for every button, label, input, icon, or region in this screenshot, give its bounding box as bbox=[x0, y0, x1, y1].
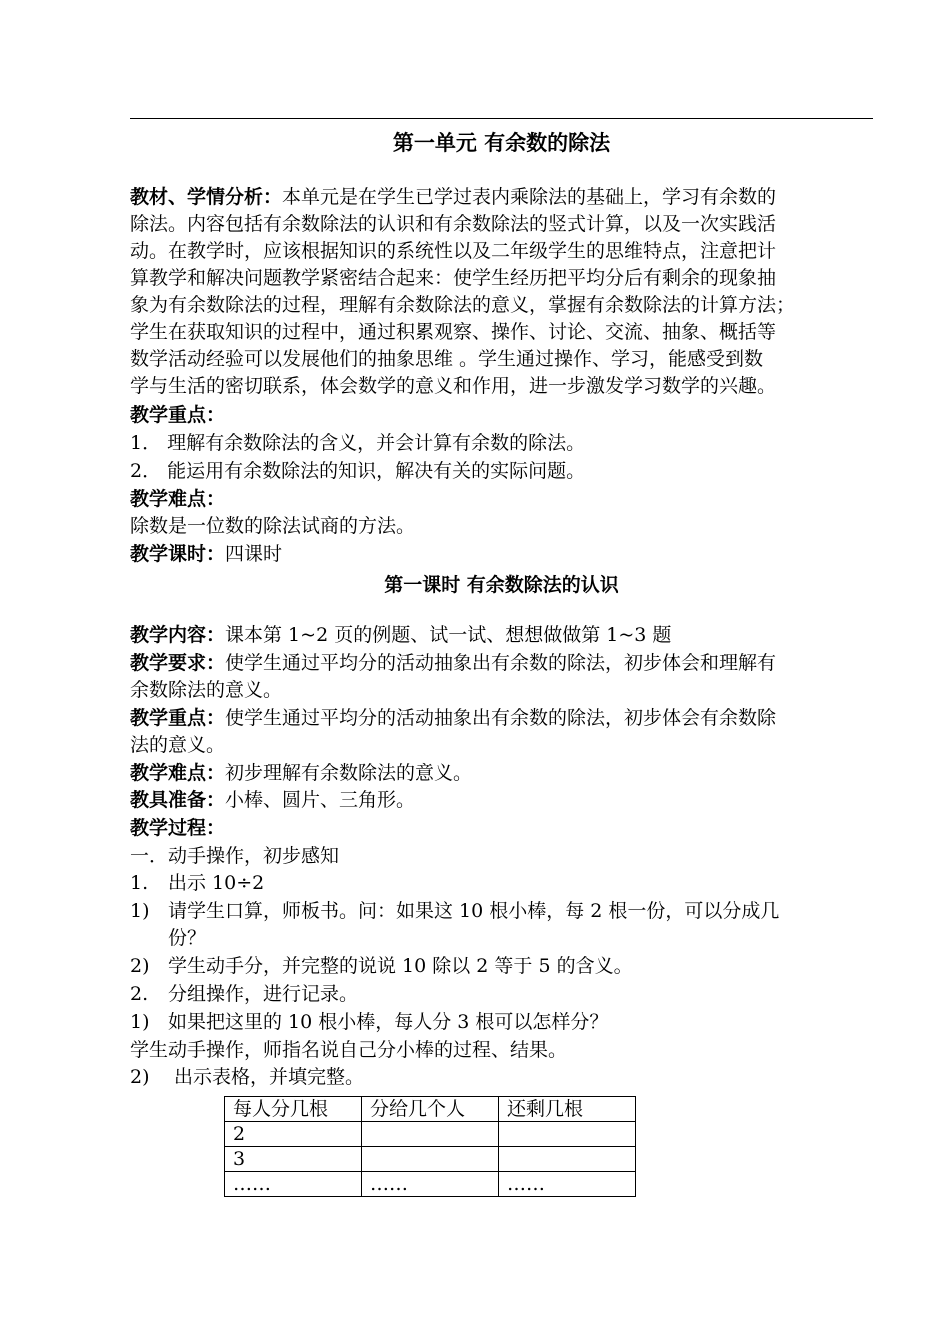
step-number: 1. bbox=[130, 872, 149, 894]
analysis-line-3: 动。在教学时，应该根据知识的系统性以及二年级学生的思维特点，注意把计 bbox=[130, 240, 777, 262]
record-table bbox=[224, 1096, 636, 1197]
lesson-focus-line-2: 法的意义。 bbox=[130, 734, 226, 756]
substep-number: 1) bbox=[130, 900, 150, 922]
table-header-row bbox=[225, 1097, 636, 1122]
lesson-difficulty-text: 初步理解有余数除法的意义。 bbox=[225, 762, 473, 784]
lesson-content-label: 教学内容： bbox=[130, 624, 226, 646]
substep-text: 如果把这里的 10 根小棒，每人分 3 根可以怎样分？ bbox=[168, 1011, 609, 1033]
key-point-item: 2． 能运用有余数除法的知识，解决有关的实际问题。 bbox=[130, 460, 586, 482]
lesson-difficulty-label: 教学难点： bbox=[130, 762, 226, 784]
difficulty-label: 教学难点： bbox=[130, 488, 226, 510]
lesson-content-line bbox=[130, 622, 875, 649]
hours-line bbox=[130, 541, 875, 568]
analysis-line-8: 学与生活的密切联系，体会数学的意义和作用，进一步激发学习数学的兴趣。 bbox=[130, 375, 777, 397]
lesson-content-text: 课本第 1~2 页的例题、试一试、想想做做第 1~3 题 bbox=[225, 624, 672, 646]
analysis-line-1 bbox=[130, 184, 875, 211]
analysis-line-5: 象为有余数除法的过程，理解有余数除法的意义，掌握有余数除法的计算方法； bbox=[130, 294, 796, 316]
substep-number: 2) bbox=[130, 955, 150, 977]
substep-text: 请学生口算，师板书。问：如果这 10 根小棒，每 2 根一份，可以分成几 bbox=[168, 900, 780, 922]
key-point-item: 1． 理解有余数除法的含义，并会计算有余数的除法。 bbox=[130, 432, 586, 454]
step-text: 分组操作，进行记录。 bbox=[168, 983, 359, 1005]
table-header-cell: 每人分几根 bbox=[225, 1097, 362, 1122]
section-heading: 一．动手操作，初步感知 bbox=[130, 845, 340, 867]
lesson-difficulty-line bbox=[130, 760, 875, 787]
table-header-cell: 分给几个人 bbox=[362, 1097, 499, 1122]
lesson-process-label: 教学过程： bbox=[130, 817, 226, 839]
lesson-requirement-line-2: 余数除法的意义。 bbox=[130, 679, 283, 701]
lesson-requirement-label: 教学要求： bbox=[130, 652, 226, 674]
analysis-line-4: 算教学和解决问题教学紧密结合起来：使学生经历把平均分后有剩余的现象抽 bbox=[130, 267, 777, 289]
lesson-requirement-line-1 bbox=[130, 650, 875, 677]
step-number: 2. bbox=[130, 983, 149, 1005]
table-row bbox=[225, 1122, 636, 1147]
top-rule bbox=[130, 118, 873, 119]
lesson-tools-line bbox=[130, 787, 875, 814]
analysis-line-7: 数学活动经验可以发展他们的抽象思维 。学生通过操作、学习，能感受到数 bbox=[130, 348, 764, 370]
lesson-tools-text: 小棒、圆片、三角形。 bbox=[225, 789, 416, 811]
analysis-line-2: 除法。内容包括有余数除法的认识和有余数除法的竖式计算，以及一次实践活 bbox=[130, 213, 777, 235]
table-cell bbox=[362, 1147, 499, 1172]
difficulty-text: 除数是一位数的除法试商的方法。 bbox=[130, 515, 416, 537]
table-header-cell: 还剩几根 bbox=[499, 1097, 636, 1122]
analysis-line-6: 学生在获取知识的过程中，通过积累观察、操作、讨论、交流、抽象、概括等 bbox=[130, 321, 777, 343]
hours-label: 教学课时： bbox=[130, 543, 226, 565]
step-text: 出示 10÷2 bbox=[168, 872, 265, 894]
table-row bbox=[225, 1147, 636, 1172]
unit-title: 第一单元 有余数的除法 bbox=[392, 131, 611, 155]
table-cell: …… bbox=[225, 1172, 362, 1197]
analysis-label: 教材、学情分析： bbox=[130, 186, 283, 208]
hours-text: 四课时 bbox=[225, 543, 283, 565]
key-points-label: 教学重点： bbox=[130, 404, 226, 426]
lesson-focus-label: 教学重点： bbox=[130, 707, 226, 729]
substep-text: 出示表格，并填完整。 bbox=[168, 1066, 365, 1088]
substep-number: 2) bbox=[130, 1066, 150, 1088]
table-cell: …… bbox=[362, 1172, 499, 1197]
analysis-text-1: 本单元是在学生已学过表内乘除法的基础上，学习有余数的 bbox=[282, 186, 777, 208]
table-cell: 3 bbox=[225, 1147, 362, 1172]
table-cell bbox=[499, 1147, 636, 1172]
table-cell: 2 bbox=[225, 1122, 362, 1147]
table-cell bbox=[499, 1122, 636, 1147]
table-cell: …… bbox=[499, 1172, 636, 1197]
lesson-title: 第一课时 有余数除法的认识 bbox=[384, 574, 619, 596]
lesson-focus-line-1 bbox=[130, 705, 875, 732]
note-text: 学生动手操作，师指名说自己分小棒的过程、结果。 bbox=[130, 1039, 568, 1061]
lesson-focus-text: 使学生通过平均分的活动抽象出有余数的除法，初步体会有余数除 bbox=[225, 707, 777, 729]
lesson-tools-label: 教具准备： bbox=[130, 789, 226, 811]
table-cell bbox=[362, 1122, 499, 1147]
table-row bbox=[225, 1172, 636, 1197]
substep-text-continued: 份？ bbox=[168, 927, 207, 949]
substep-number: 1) bbox=[130, 1011, 150, 1033]
substep-text: 学生动手分，并完整的说说 10 除以 2 等于 5 的含义。 bbox=[168, 955, 633, 977]
lesson-requirement-text: 使学生通过平均分的活动抽象出有余数的除法，初步体会和理解有 bbox=[225, 652, 777, 674]
